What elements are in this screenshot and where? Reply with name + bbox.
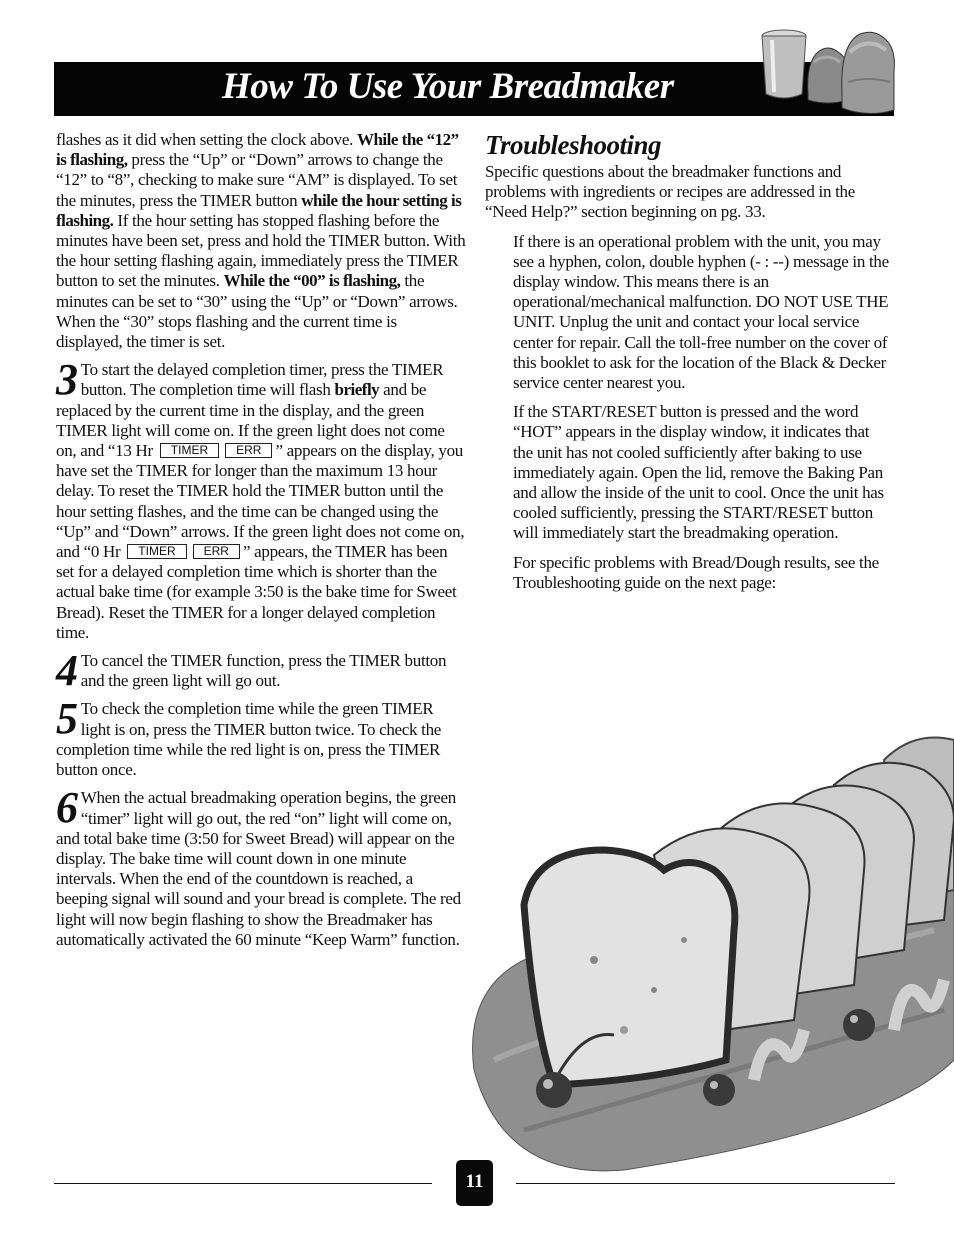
intro-paragraph: flashes as it did when setting the clock above. While the “12” is flashing, press the “Up” or “Down” arrows to change the “12” to “8”, checking to make sure “AM” is displayed. To set the minutes, press the TIMER button while the hour setting is flashing. If the hour setting has stopped flashing before the minutes have been set, press and hold the TIMER button. With the hour setting flashing again, immediately press the TIMER button to set the minutes. While the “00” is flashing, the minutes can be set to “30” using the “Up” or “Down” arrows. When the “30” stops flashing and the current time is displayed, the timer is set. <box>56 130 466 352</box>
bread-pan-and-loaves-image <box>756 22 896 122</box>
page-title: How To Use Your Breadmaker <box>222 66 674 107</box>
troubleshooting-operational-problem: If there is an operational problem with the unit, you may see a hyphen, colon, double hyphen (- : --) message in the display window. This means there is an operational/mechanical malfunction. DO NOT USE THE UNIT. Unplug the unit and contact your local service center for repair. Call the toll-free number on the cover of this booklet to ask for the location of the Black & Decker service center nearest you. <box>513 231 889 393</box>
left-column <box>56 130 466 957</box>
step-5: 5 To check the completion time while the green TIMER light is on, press the TIMER button twice. To check the completion time while the red light is on, press the TIMER button once. <box>56 694 442 780</box>
display-timer-label: TIMER <box>160 443 219 458</box>
step-number: 6 <box>56 783 78 833</box>
troubleshooting-next-page: For specific problems with Bread/Dough results, see the Troubleshooting guide on the next page: <box>513 552 879 592</box>
step-3: 3 To start the delayed completion timer, press the TIMER button. The completion time will flash briefly and be replaced by the current time in the display, and the green TIMER light will come on. If the green light does not come on, and “13 Hr TIMER ERR ” appears on the display, you have set the TIMER for longer than the maximum 13 hour delay. To reset the TIMER hold the TIMER button until the hour setting flashes, and the time can be changed using the “Up” and “Down” arrows. If the green light does not come on, and “0 Hr TIMER ERR ” appears, the TIMER has been set for a delayed completion time which is shorter than the actual bake time (for example 3:50 is the bake time for Sweet Bread). Reset the TIMER for a longer delayed completion time. <box>56 355 465 642</box>
troubleshooting-intro: Specific questions about the breadmaker functions and problems with ingredients or recipes are addressed in the “Need Help?” section beginning on pg. 33. <box>485 162 855 222</box>
display-timer-label: TIMER <box>127 544 186 559</box>
step-number: 3 <box>56 355 78 405</box>
display-err-label: ERR <box>193 544 240 559</box>
footer-rule-left <box>54 1183 432 1184</box>
page-number: 11 <box>456 1160 493 1206</box>
troubleshooting-hot-message: If the START/RESET button is pressed and the word “HOT” appears in the display window, it indicates that the unit has not cooled sufficiently after baking to use immediately again. Open the lid, remove the Baking Pan and allow the inside of the unit to cool. Once the unit has cooled sufficiently, pressing the START/RESET button will immediately start the breadmaking operation. <box>513 402 884 543</box>
troubleshooting-heading: Troubleshooting <box>485 130 662 160</box>
right-column <box>485 130 889 600</box>
step-number: 4 <box>56 646 78 696</box>
display-err-label: ERR <box>225 443 272 458</box>
step-4: 4 To cancel the TIMER function, press the TIMER button and the green light will go out. <box>56 646 447 696</box>
sliced-bread-board-image <box>464 730 954 1180</box>
step-6: 6 When the actual breadmaking operation begins, the green “timer” light will go out, the red “on” light will come on, and total bake time (3:50 for Sweet Bread) will appear on the display. The bake time will count down in one minute intervals. When the end of the countdown is reached, a beeping signal will sound and your bread is complete. The red light will now begin flashing to show the Breadmaker has automatically activated the 60 minute “Keep Warm” function. <box>56 783 461 949</box>
footer-rule-right <box>516 1183 895 1184</box>
step-number: 5 <box>56 694 78 744</box>
